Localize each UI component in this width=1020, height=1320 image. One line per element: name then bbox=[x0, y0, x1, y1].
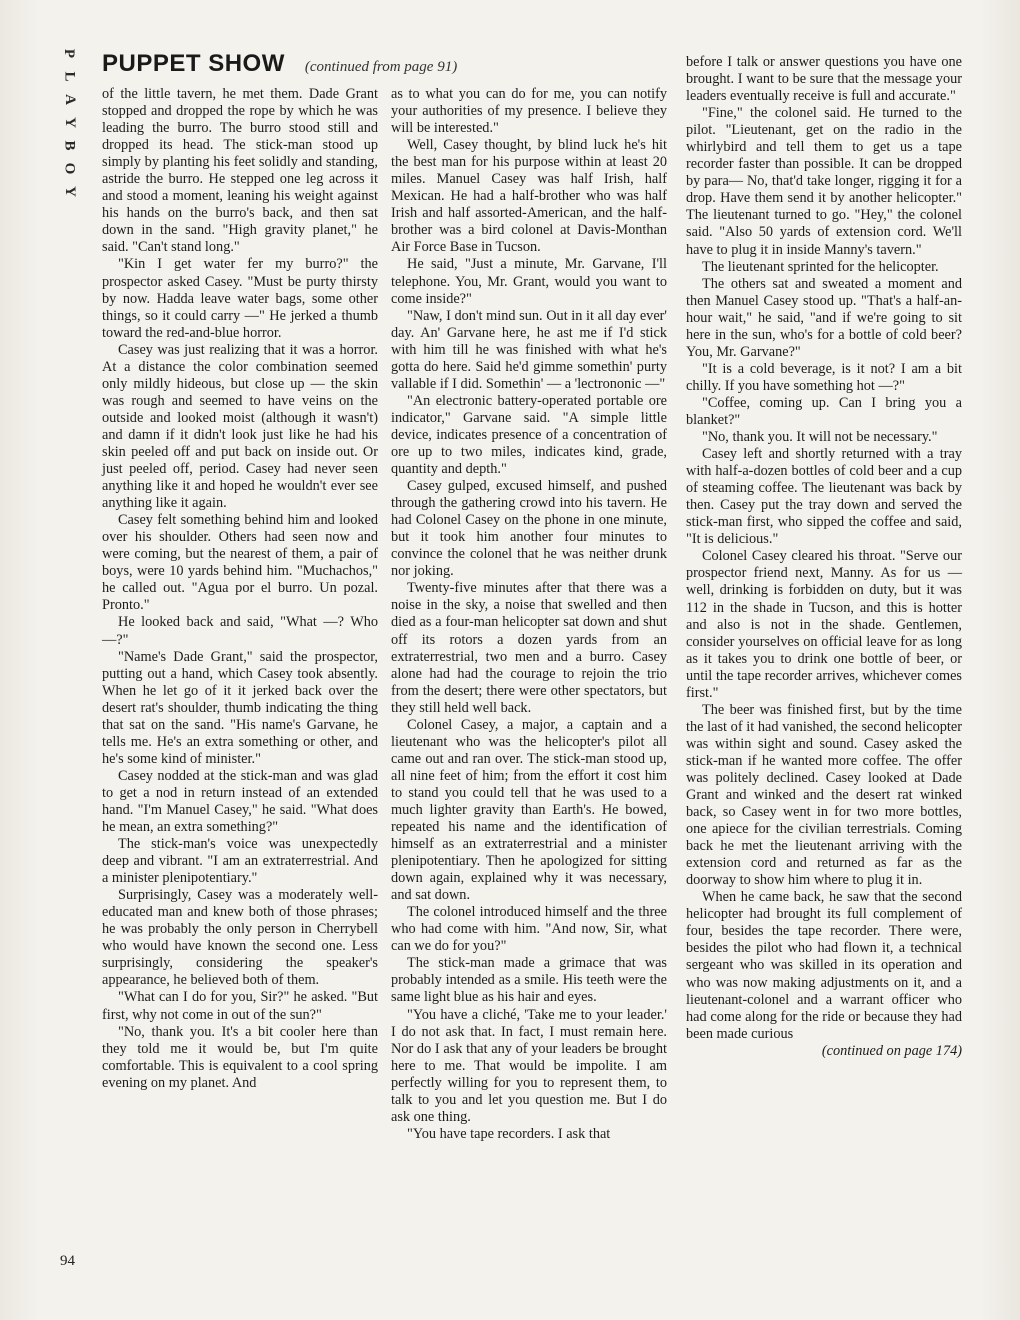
paragraph: Twenty-five minutes after that there was a noise in the sky, a noise that swelled and then died as a four-man helicopter sat down and shut off its rotors a dozen yards from an extraterrestrial, two men and a burro. Casey alone had had the courage to rejoin the trio from the desert; there were other spectators, but they still held well back. bbox=[391, 580, 667, 716]
paragraph: before I talk or answer questions you have one brought. I want to be sure that the message your leaders eventually receive is full and accurate." bbox=[686, 54, 962, 105]
paragraph: Colonel Casey, a major, a captain and a lieutenant who was the helicopter's pilot all came out and ran over. The stick-man stood up, all nine feet of him; from the effort it cost him to stand you could tell that he was used to a much lighter gravity than Earth's. He bowed, repeated his name and the identification of himself as an extraterrestrial and a minister plenipotentiary. Then he apologized for sitting down again, explained why it was necessary, and sat down. bbox=[391, 716, 667, 904]
paragraph: Surprisingly, Casey was a moderately well-educated man and knew both of those phrases; he was probably the only person in Cherrybell who would have known the second one. Less surprisingly, considering the speaker's appearance, he believed both of them. bbox=[102, 887, 378, 989]
magazine-vertical-logo bbox=[58, 44, 80, 201]
paragraph: The others sat and sweated a moment and then Manuel Casey stood up. "That's a half-an-hour wait," he said, "and if we're going to sit here in the sun, who's for a bottle of cold beer? You, Mr. Garvane?" bbox=[686, 275, 962, 360]
logo-letter: L bbox=[61, 71, 78, 82]
paragraph: "No, thank you. It's a bit cooler here than they told me it would be, but I'm quite comfortable. This is equivalent to a cool spring evening on my planet. And bbox=[102, 1023, 378, 1091]
paragraph: of the little tavern, he met them. Dade Grant stopped and dropped the rope by which he was leading the burro. The burro stood still and dropped its head. The stick-man stood up simply by planting his feet solidly and standing, astride the burro. He stepped one leg across it and stood a moment, leaning his weight against his hands on the burro's back, and then sat down in the sand. "High gravity planet," he said. "Can't stand long." bbox=[102, 86, 378, 256]
logo-letter: O bbox=[61, 162, 78, 175]
paragraph: "An electronic battery-operated portable ore indicator," Garvane said. "A simple little device, indicates presence of a concentration of ore up to two miles, indicates kind, grade, quantity and depth." bbox=[391, 392, 667, 478]
logo-letter: A bbox=[61, 94, 78, 105]
text-column-1 bbox=[102, 86, 378, 1092]
paragraph: "Naw, I don't mind sun. Out in it all day ever' day. An' Garvane here, he ast me if I'd stick with him till he was finished with what he's gotta do here. Said he'd gimme somethin' purty vallable if I did. Somethin' — a 'lectrononic —" bbox=[391, 307, 667, 392]
paragraph: "Coffee, coming up. Can I bring you a blanket?" bbox=[686, 394, 962, 428]
logo-letter: P bbox=[61, 48, 78, 59]
logo-letter: Y bbox=[61, 186, 78, 197]
paragraph: The stick-man's voice was unexpectedly deep and vibrant. "I am an extraterrestrial. And a minister plenipotentiary." bbox=[102, 836, 378, 887]
running-head bbox=[102, 50, 682, 82]
paragraph: Colonel Casey cleared his throat. "Serve our prospector friend next, Manny. As for us — well, drinking is forbidden on duty, but it was 112 in the shade in Tucson, and this is hotter and also is not in the shade. Gentlemen, consider yourselves on official leave for as long as it takes you to drink one bottle of beer, or until the tape recorder arrives, whichever comes first." bbox=[686, 548, 962, 701]
paragraph: The lieutenant sprinted for the helicopter. bbox=[702, 258, 939, 275]
paragraph: "You have tape recorders. I ask that bbox=[407, 1125, 611, 1142]
paragraph: "Fine," the colonel said. He turned to the pilot. "Lieutenant, get on the radio in the whirlybird and tell them to get us a tape recorder faster than possible. It can be dropped by para— No, that'd take longer, rigging it for a drop. Have them send it by another helicopter." The lieutenant turned to go. "Hey," the colonel said. "Also 50 yards of extension cord. We'll have to plug it in inside Manny's tavern." bbox=[686, 105, 962, 258]
paragraph: Casey nodded at the stick-man and was glad to get a nod in return instead of an extended hand. "I'm Manuel Casey," he said. "What does he mean, an extra something?" bbox=[102, 767, 378, 836]
continued-from: (continued from page 91) bbox=[304, 59, 458, 75]
page-number: 94 bbox=[60, 1253, 75, 1269]
logo-letter: B bbox=[61, 140, 78, 151]
paragraph: When he came back, he saw that the second helicopter had brought its full complement of four, besides the tape recorder. There were, besides the pilot who had flown it, a technical sergeant who was skilled in its operation and who was now making adjustments on it, and a lieutenant-colonel and a warrant officer who had come along for the ride or because they had been made curious bbox=[686, 889, 962, 1042]
paragraph: Casey was just realizing that it was a horror. At a distance the color combination seemed only mildly hideous, but close up — the skin was rough and seemed to have veins on the outside and looked moist (although it wasn't) and damn if it didn't look just like he had his skin peeled off and put back on inside out. Or just peeled off, period. Casey had never seen anything like it and hoped he wouldn't ever see anything like it again. bbox=[102, 341, 378, 512]
paragraph: He said, "Just a minute, Mr. Garvane, I'll telephone. You, Mr. Grant, would you want to come inside?" bbox=[391, 256, 667, 307]
paragraph: He looked back and said, "What —? Who —?" bbox=[102, 614, 378, 648]
paragraph: Casey left and shortly returned with a tray with half-a-dozen bottles of cold beer and a cup of steaming coffee. The lieutenant was back by then. Casey put the tray down and served the stick-man first, who sipped the coffee and said, "It is delicious." bbox=[686, 446, 962, 548]
paragraph: The stick-man made a grimace that was probably intended as a smile. His teeth were the same light blue as his hair and eyes. bbox=[391, 955, 667, 1006]
paragraph: The colonel introduced himself and the three who had come with him. "And now, Sir, what can we do for you?" bbox=[391, 904, 667, 955]
paragraph: "Name's Dade Grant," said the prospector, putting out a hand, which Casey took absently. When he let go of it it jerked back over the desert rat's shoulder, thumb indicating the thing that sat on the sand. "His name's Garvane, he tells me. He's an extra something or other, and he's some kind of minister." bbox=[102, 648, 378, 767]
paragraph: "Kin I get water fer my burro?" the prospector asked Casey. "Must be purty thirsty by now. Hadda leave water bags, some other things, so it could carry —" He jerked a thumb toward the red-and-blue horror. bbox=[102, 256, 378, 341]
continued-on: (continued on page 174) bbox=[821, 1042, 962, 1059]
logo-letter: Y bbox=[61, 117, 78, 128]
paragraph: "No, thank you. It will not be necessary." bbox=[702, 429, 938, 446]
paragraph: as to what you can do for me, you can notify your authorities of my presence. I believe they will be interested." bbox=[391, 86, 667, 137]
paragraph: "You have a cliché, 'Take me to your leader.' I do not ask that. In fact, I must remain here. Nor do I ask that any of your leaders be brought here to me. That would be impolite. I am perfectly willing for you to represent them, to talk to you and let you question me. But I do ask one thing. bbox=[391, 1006, 667, 1125]
paragraph: "What can I do for you, Sir?" he asked. "But first, why not come in out of the sun?" bbox=[102, 989, 378, 1023]
text-column-2 bbox=[391, 86, 667, 1143]
text-column-3 bbox=[686, 54, 962, 1060]
paragraph: The beer was finished first, but by the time the last of it had vanished, the second helicopter was within sight and sound. Casey asked the stick-man if he wanted more coffee. The offer was politely declined. Casey looked at Dade Grant and winked and the desert rat winked back, so Casey went in for two more bottles, one apiece for the civilian terrestrials. Coming back he met the lieutenant arriving with the extension cord and returned as far as the doorway to show him where to plug it in. bbox=[686, 701, 962, 889]
paragraph: Casey gulped, excused himself, and pushed through the gathering crowd into his tavern. He had Colonel Casey on the phone in one minute, but it took him another four minutes to convince the colonel that he was neither drunk nor joking. bbox=[391, 478, 667, 580]
paragraph: Casey felt something behind him and looked over his shoulder. Others had seen now and were coming, but the nearest of them, a pair of boys, were 10 yards behind him. "Muchachos," he called out. "Agua por el burro. Un pozal. Pronto." bbox=[102, 512, 378, 614]
paragraph: "It is a cold beverage, is it not? I am a bit chilly. If you have something hot —?" bbox=[686, 360, 962, 394]
paragraph: Well, Casey thought, by blind luck he's hit the best man for his purpose within at least 20 miles. Manuel Casey was half Irish, half Mexican. He had a half-brother who was half Irish and half assorted-American, and the half-brother was a bird colonel at Davis-Monthan Air Force Base in Tucson. bbox=[391, 137, 667, 256]
story-title: PUPPET SHOW bbox=[102, 50, 285, 77]
